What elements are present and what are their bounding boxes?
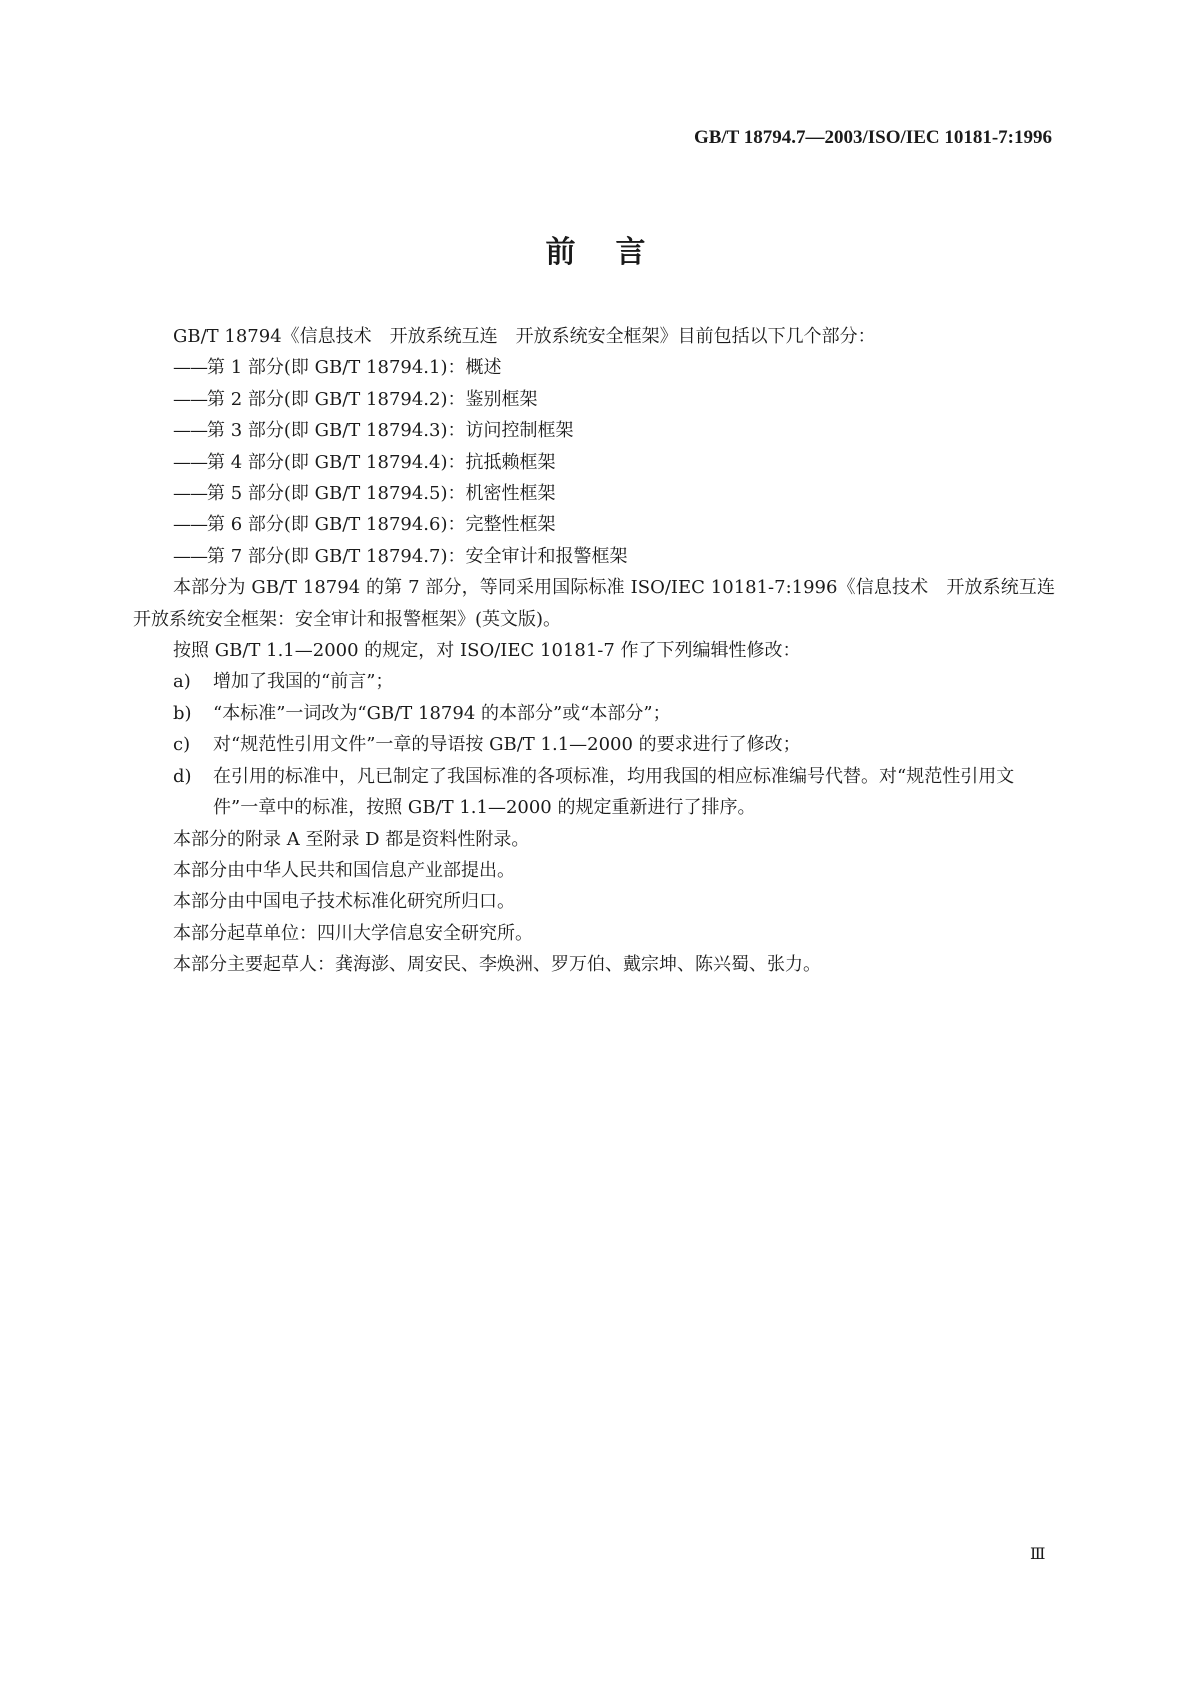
dash-marker: —— bbox=[173, 420, 207, 442]
item-label: c) bbox=[173, 734, 191, 756]
drafters-paragraph: 本部分主要起草人：龚海澎、周安民、李焕洲、罗万伯、戴宗坤、陈兴蜀、张力。 bbox=[173, 954, 821, 976]
list-item bbox=[133, 509, 1055, 540]
dash-marker: —— bbox=[173, 451, 207, 473]
drafting-unit-paragraph: 本部分起草单位：四川大学信息安全研究所。 bbox=[173, 922, 533, 944]
part-text: 第 7 部分(即 GB/T 18794.7)：安全审计和报警框架 bbox=[207, 545, 628, 567]
part-text: 第 1 部分(即 GB/T 18794.1)：概述 bbox=[207, 357, 502, 379]
list-item bbox=[133, 541, 1055, 572]
list-item bbox=[133, 478, 1055, 509]
item-label: b) bbox=[173, 702, 192, 724]
adoption-paragraph: 本部分为 GB/T 18794 的第 7 部分，等同采用国际标准 ISO/IEC 10181-7:1996《信息技术 开放系统互连 开放系统安全框架：安全审计和报警框架》(英文版)。 bbox=[133, 577, 1073, 630]
standard-code: GB/T 18794.7—2003/ISO/IEC 10181-7:1996 bbox=[693, 127, 1052, 148]
list-item bbox=[133, 761, 1055, 824]
part-text: 第 4 部分(即 GB/T 18794.4)：抗抵赖框架 bbox=[207, 451, 556, 473]
list-item bbox=[133, 666, 1055, 697]
list-item bbox=[133, 447, 1055, 478]
dash-marker: —— bbox=[173, 514, 207, 536]
dash-marker: —— bbox=[173, 388, 207, 410]
dash-marker: —— bbox=[173, 545, 207, 567]
proposer-paragraph: 本部分由中华人民共和国信息产业部提出。 bbox=[173, 859, 515, 881]
list-item bbox=[133, 698, 1055, 729]
dash-marker: —— bbox=[173, 483, 207, 505]
part-text: 第 3 部分(即 GB/T 18794.3)：访问控制框架 bbox=[207, 420, 574, 442]
preface-body bbox=[133, 321, 1073, 981]
part-text: 第 5 部分(即 GB/T 18794.5)：机密性框架 bbox=[207, 483, 556, 505]
page-title: 前言 bbox=[545, 235, 686, 270]
list-item bbox=[133, 729, 1055, 760]
dash-marker: —— bbox=[173, 357, 207, 379]
responsible-paragraph: 本部分由中国电子技术标准化研究所归口。 bbox=[173, 891, 515, 913]
item-text: 在引用的标准中，凡已制定了我国标准的各项标准，均用我国的相应标准编号代替。对“规范性引用文件”一章中的标准，按照 GB/T 1.1—2000 的规定重新进行了排序。 bbox=[213, 765, 1015, 819]
part-text: 第 2 部分(即 GB/T 18794.2)：鉴别框架 bbox=[207, 388, 538, 410]
item-label: a) bbox=[173, 671, 191, 693]
item-text: “本标准”一词改为“GB/T 18794 的本部分”或“本部分”； bbox=[213, 702, 671, 724]
document-code-header bbox=[694, 127, 1052, 149]
intro-paragraph: GB/T 18794《信息技术 开放系统互连 开放系统安全框架》目前包括以下几个部分： bbox=[173, 326, 876, 347]
parts-list bbox=[133, 352, 1055, 572]
item-text: 增加了我国的“前言”； bbox=[213, 671, 394, 693]
item-label: d) bbox=[173, 765, 192, 787]
list-item bbox=[133, 415, 1055, 446]
annex-paragraph: 本部分的附录 A 至附录 D 都是资料性附录。 bbox=[173, 828, 530, 850]
page-number: Ⅲ bbox=[1030, 1546, 1045, 1563]
part-text: 第 6 部分(即 GB/T 18794.6)：完整性框架 bbox=[207, 514, 556, 536]
list-item bbox=[133, 352, 1055, 383]
item-text: 对“规范性引用文件”一章的导语按 GB/T 1.1—2000 的要求进行了修改； bbox=[213, 734, 801, 756]
edits-list bbox=[133, 666, 1055, 823]
edits-intro-paragraph: 按照 GB/T 1.1—2000 的规定，对 ISO/IEC 10181-7 作了下列编辑性修改： bbox=[173, 640, 801, 662]
list-item bbox=[133, 384, 1055, 415]
